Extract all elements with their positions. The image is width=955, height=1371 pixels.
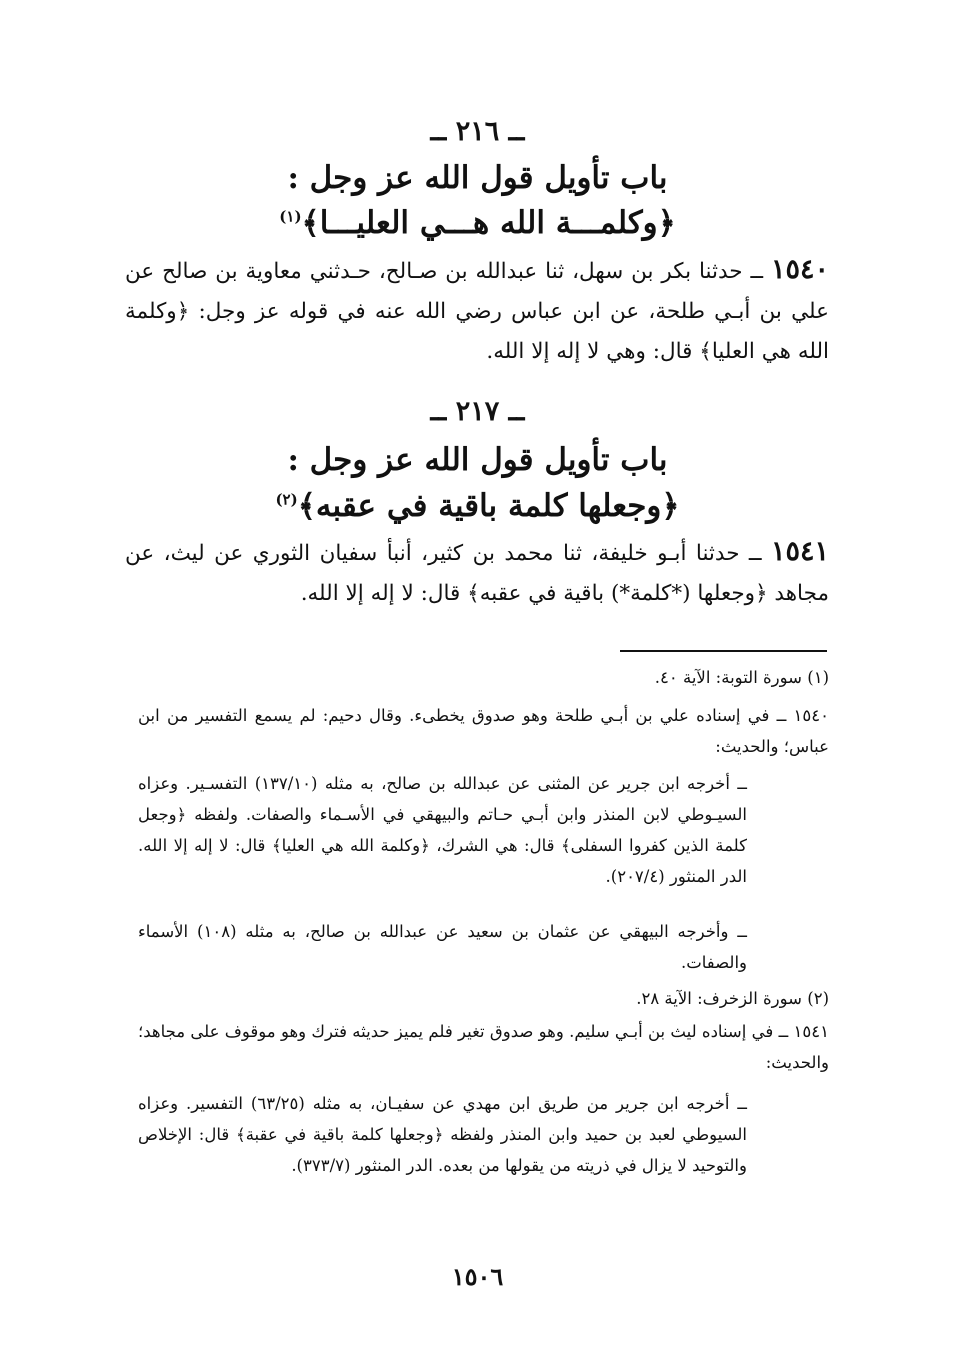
page-number: ١٥٠٦ xyxy=(451,1262,504,1291)
chapter-title: باب تأويل قول الله عز وجل : xyxy=(287,160,668,196)
footnote: ــ أخرجه ابن جرير من طريق ابن مهدي عن سفيـان، به مثله (٦٣/٢٥) التفسير. وعزاه السيوطي لعبد بن حميد وابن المنذر ولفظه ﴿وجعلها كلمة باقية في عقبة﴾ قال: الإخلاص والتوحيد لا يزال في ذريته من يقولها من بعده. الدر المنثور (٣٧٣/٧). xyxy=(138,1094,747,1175)
hadith-number: ١٥٤٠ xyxy=(770,254,829,285)
chapter-verse xyxy=(100,486,855,526)
footnote-ref: (١) xyxy=(279,207,302,226)
hadith-number: ١٥٤١ xyxy=(770,536,829,567)
footnote-ref: (٢) xyxy=(275,490,298,509)
footnote: ١٥٤١ ــ في إسناده ليث بن أبـي سليم. وهو صدوق تغير فلم يميز حديثه فترك وهو موقوف على مجاهد؛ والحديث: xyxy=(138,1022,829,1072)
chapter-number: ــ ٢١٧ ــ xyxy=(430,396,525,427)
hadith-paragraph xyxy=(125,250,829,372)
footnote: (٢) سورة الزخرف: الآية ٢٨. xyxy=(636,989,829,1008)
chapter-verse xyxy=(100,203,855,243)
footnote: (١) سورة التوبة: الآية ٤٠. xyxy=(654,668,829,687)
hadith-paragraph xyxy=(125,532,829,614)
footnote: ــ وأخرجه البيهقي عن عثمان بن سعيد عن عبدالله بن صالح، به مثله (١٠٨) الأسماء والصفات. xyxy=(138,922,748,972)
footnote-separator xyxy=(620,650,827,652)
chapter-number: ــ ٢١٦ ــ xyxy=(430,116,525,147)
footnote: ١٥٤٠ ــ في إسناده علي بن أبـي طلحة وهو صدوق يخطىء. وقال دحيم: لم يسمع التفسير من ابن عباس؛ والحديث: xyxy=(138,706,829,756)
hadith-text: ــ حدثنا أبـو خليفة، ثنا محمد بن كثير، أنبأ سفيان الثوري عن ليث، عن مجاهد ﴿وجعلها (*كلمة*) باقية في عقبه﴾ قال: لا إله إلا الله. xyxy=(125,541,829,606)
verse-text: ﴿وجعلها كلمة باقية في عقبه﴾ xyxy=(297,488,680,524)
chapter-title: باب تأويل قول الله عز وجل : xyxy=(287,442,668,478)
footnote: ــ أخرجه ابن جرير عن المثنى عن عبدالله بن صالح، به مثله (١٣٧/١٠) التفسـير. وعزاه السيـوطي لابن المنذر وابن أبـي حـاتم والبيهقي في الأسـماء والصفات. ولفظه ﴿وجعل كلمة الذين كفروا السفلى﴾ قال: هي الشرك، ﴿وكلمة الله هي العليا﴾ قال: لا إله إلا الله. الدر المنثور (٢٠٧/٤). xyxy=(138,774,747,886)
verse-text: ﴿وكلمـــة الله هـــي العليـــا﴾ xyxy=(301,205,676,241)
hadith-text: ــ حدثنا بكر بن سهل، ثنا عبدالله بن صـالح، حـدثني معاوية بن صالح عن علي بن أبـي طلحة، عن ابن عباس رضي الله عنه في قوله عز وجل: ﴿وكلمة الله هي العليا﴾ قال: وهي لا إله إلا الله. xyxy=(125,259,829,364)
